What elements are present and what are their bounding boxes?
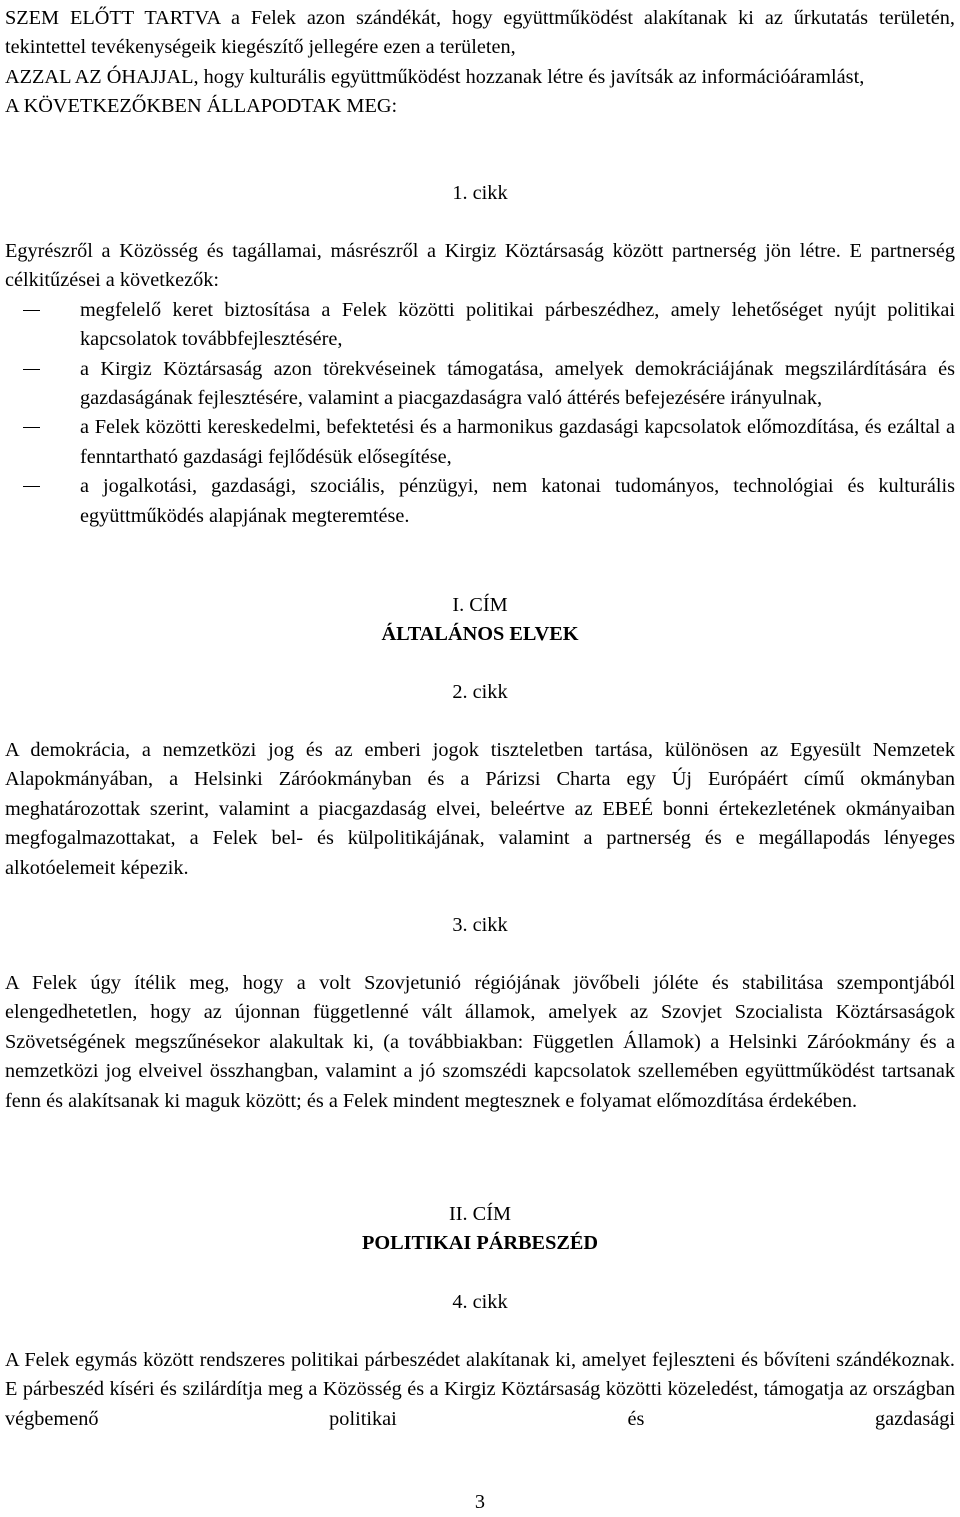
list-item	[5, 355, 955, 414]
list-item	[5, 413, 955, 472]
list-item	[5, 296, 955, 355]
list-item-text: a Felek közötti kereskedelmi, befektetési és a harmonikus gazdasági kapcsolatok előmozdítása, és ezáltal a fenntartható gazdasági fejlődésük elősegítése,	[80, 416, 955, 468]
dash-bullet	[23, 427, 40, 428]
article-3-heading: 3. cikk	[452, 914, 508, 936]
objectives-list	[5, 296, 955, 531]
preamble	[5, 4, 955, 122]
article-1-body	[5, 237, 955, 531]
list-item-text: a Kirgiz Köztársaság azon törekvéseinek támogatása, amelyek demokráciájának megszilárdítására és gazdaságának fejlesztésére, valamint a piacgazdaságra való áttérés befejezésére irányulnak,	[80, 357, 955, 410]
dash-bullet	[23, 486, 40, 487]
article-1-intro: Egyrészről a Közösség és tagállamai, másrészről a Kirgiz Köztársaság között partnerség jön létre. E partnerség célkitűzései a következők:	[5, 240, 955, 292]
title-1-name: ÁLTALÁNOS ELVEK	[381, 623, 579, 645]
page-number: 3	[474, 1491, 486, 1513]
article-1-heading: 1. cikk	[452, 182, 508, 204]
article-2-text: A demokrácia, a nemzetközi jog és az emberi jogok tiszteletben tartása, különösen az Egyesült Nemzetek Alapokmányában, a Helsinki Záróokmányban és a Párizsi Charta egy Új Európáért című okmányban meghatározottak szerint, valamint a piacgazdaság elvei, beleértve az EBEÉ bonni értekezletének okmányaiban megfogalmazottakat, a Felek bel- és külpolitikájának, valamint a partnerség és e megállapodás lényeges alkotóelemeit képezik.	[5, 739, 955, 879]
title-1-number: I. CÍM	[452, 594, 508, 616]
article-4-text: A Felek egymás között rendszeres politikai párbeszédet alakítanak ki, amelyet fejleszteni és bővíteni szándékoznak. E párbeszéd kíséri és szilárdítja meg a Közösség és a Kirgiz Köztársaság közötti közeledést, támogatja az országban végbemenő politikai és gazdasági	[5, 1349, 955, 1430]
article-3-text: A Felek úgy ítélik meg, hogy a volt Szovjetunió régiójának jövőbeli jóléte és stabilitása szempontjából elengedhetetlen, hogy az újonnan függetlenné vált államok, amelyek az Szovjet Szocialista Köztársaságok Szövetségének megszűnésekor alakultak ki, (a továbbiakban: Független Államok) a Helsinki Záróokmány és a nemzetközi jog elveivel összhangban, valamint a jó szomszédi kapcsolatok szellemében együttműködést tartsanak fenn és alakítsanak ki maguk között; és a Felek mindent megtesznek e folyamat előmozdítása érdekében.	[5, 972, 955, 1112]
list-item	[5, 472, 955, 531]
dash-bullet	[23, 369, 40, 370]
list-item-text: megfelelő keret biztosítása a Felek közötti politikai párbeszédhez, amely lehetőséget nyújt politikai kapcsolatok továbbfejlesztésére,	[80, 298, 955, 351]
article-4-heading: 4. cikk	[452, 1291, 508, 1313]
list-item-text: a jogalkotási, gazdasági, szociális, pénzügyi, nem katonai tudományos, technológiai és kulturális együttműködés alapjának megteremtése.	[80, 475, 955, 527]
title-2-name: POLITIKAI PÁRBESZÉD	[361, 1232, 599, 1254]
preamble-paragraph-2: AZZAL AZ ÓHAJJAL, hogy kulturális együttműködést hozzanak létre és javítsák az információáramlást,	[5, 65, 865, 88]
preamble-paragraph-1: SZEM ELŐTT TARTVA a Felek azon szándékát, hogy együttműködést alakítanak ki az űrkutatás területén, tekintettel tevékenységeik kiegészítő jellegére ezen a területen,	[5, 7, 955, 59]
dash-bullet	[23, 310, 40, 311]
title-2-number: II. CÍM	[449, 1203, 511, 1225]
preamble-paragraph-3: A KÖVETKEZŐKBEN ÁLLAPODTAK MEG:	[5, 95, 398, 118]
article-2-heading: 2. cikk	[452, 681, 508, 703]
